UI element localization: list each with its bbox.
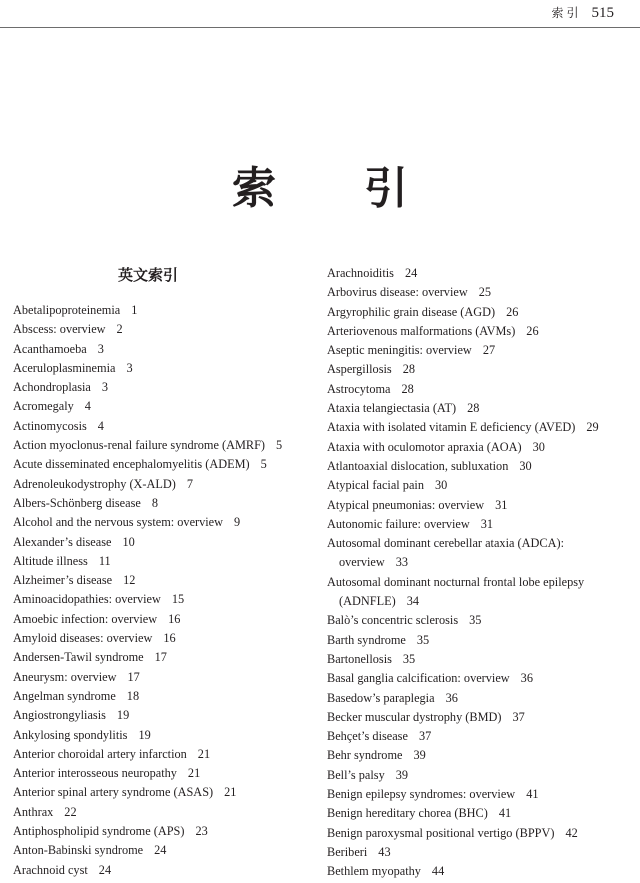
index-entry — [327, 515, 627, 534]
entry-page: 2 — [116, 322, 123, 337]
entry-term: Autosomal dominant nocturnal frontal lobe epilepsy — [327, 574, 585, 589]
entry-page: 24 — [404, 266, 418, 280]
entry-page: 7 — [186, 476, 194, 491]
index-entry — [13, 455, 313, 474]
entry-term: Beriberi — [327, 844, 368, 859]
entry-term: Aceruloplasminemia — [13, 360, 116, 375]
index-entry — [13, 764, 313, 783]
entry-term: Bethlem myopathy — [327, 864, 421, 879]
index-entry — [13, 397, 313, 416]
index-entry — [327, 631, 627, 650]
entry-term: Benign epilepsy syndromes: overview — [327, 787, 516, 802]
entry-term: Argyrophilic grain disease (AGD) — [327, 304, 496, 319]
entry-page: 30 — [434, 478, 448, 493]
index-entry — [13, 841, 313, 860]
entry-page: 35 — [469, 613, 482, 628]
index-entry — [327, 360, 627, 379]
entry-term: Abetalipoproteinemia — [13, 303, 121, 317]
index-entry — [13, 494, 313, 513]
entry-page: 16 — [168, 611, 181, 626]
entry-page: 18 — [126, 688, 140, 703]
index-entry — [327, 843, 627, 862]
entry-page: 4 — [84, 399, 91, 414]
index-entry — [327, 708, 627, 727]
index-entry — [327, 824, 627, 843]
index-entry — [13, 648, 313, 667]
entry-term: Acromegaly — [13, 399, 74, 414]
index-entry — [13, 629, 313, 648]
entry-term: Bartonellosis — [327, 651, 392, 666]
entry-page: 36 — [520, 671, 533, 686]
entry-page: 8 — [151, 495, 158, 510]
entry-page: 28 — [402, 362, 415, 377]
entry-term: Altitude illness — [13, 553, 88, 568]
entry-term-continued: (ADNFLE) — [339, 594, 396, 609]
index-entry — [327, 380, 627, 399]
entry-term: Angiostrongyliasis — [13, 708, 106, 723]
index-entry — [327, 862, 627, 881]
index-entry — [327, 496, 627, 515]
entry-term: Benign hereditary chorea (BHC) — [327, 806, 488, 821]
entry-page: 10 — [122, 534, 135, 549]
entry-page: 30 — [519, 458, 532, 473]
entry-page: 26 — [526, 323, 539, 338]
entry-page: 36 — [445, 690, 458, 705]
index-entry — [13, 590, 313, 609]
entry-term: Arbovirus disease: overview — [327, 285, 468, 300]
index-entry — [327, 457, 627, 476]
entry-term: Arachnoid cyst — [13, 862, 88, 877]
index-entry — [327, 746, 627, 765]
entry-page: 17 — [127, 669, 140, 684]
entry-term: Ankylosing spondylitis — [13, 727, 128, 742]
entry-term: Becker muscular dystrophy (BMD) — [327, 709, 502, 724]
entry-term: Behçet’s disease — [327, 729, 408, 744]
entry-page: 9 — [234, 515, 241, 530]
entry-term: Acanthamoeba — [13, 341, 87, 356]
index-entry-continuation — [327, 553, 627, 572]
entry-page: 22 — [64, 804, 77, 819]
entry-page: 39 — [395, 767, 409, 782]
section-heading: 英文索引 — [118, 266, 179, 284]
index-entry — [13, 668, 313, 687]
entry-term: Arteriovenous malformations (AVMs) — [327, 323, 516, 338]
entry-term: Anterior interosseous neuropathy — [13, 766, 177, 781]
index-entry — [13, 301, 313, 320]
entry-term: Anton-Babinski syndrome — [13, 843, 144, 858]
entry-page: 16 — [163, 631, 176, 646]
entry-term-continued: overview — [339, 555, 385, 570]
entry-page: 23 — [195, 824, 208, 839]
index-entry — [327, 650, 627, 669]
index-entry — [13, 822, 313, 841]
entry-page: 31 — [495, 497, 508, 512]
index-entry — [13, 320, 313, 339]
title-char-2: 引 — [364, 163, 408, 214]
entry-term: Albers-Schönberg disease — [13, 495, 141, 510]
entry-term: Bell’s palsy — [327, 767, 385, 782]
entry-page: 5 — [276, 438, 283, 453]
index-column-left — [13, 301, 313, 880]
entry-term: Ataxia telangiectasia (AT) — [327, 401, 457, 416]
entry-term: Ataxia with isolated vitamin E deficiency (AVED) — [327, 420, 576, 435]
entry-page: 11 — [98, 553, 111, 568]
entry-term: Atypical pneumonias: overview — [327, 497, 485, 512]
entry-page: 21 — [187, 766, 201, 781]
entry-term: Acute disseminated encephalomyelitis (ADEM) — [13, 457, 250, 472]
index-entry — [13, 571, 313, 590]
entry-page: 37 — [418, 729, 432, 744]
entry-term: Antiphospholipid syndrome (APS) — [13, 824, 185, 839]
entry-page: 4 — [97, 418, 104, 433]
entry-page: 39 — [413, 748, 426, 763]
header-section: 索引 — [551, 6, 582, 20]
entry-term: Amyloid diseases: overview — [13, 631, 153, 646]
entry-page: 41 — [498, 806, 512, 821]
index-entry — [327, 669, 627, 688]
entry-term: Autosomal dominant cerebellar ataxia (ADCA): — [327, 536, 564, 551]
entry-page: 30 — [532, 439, 545, 454]
index-entry — [327, 689, 627, 708]
index-entry — [327, 418, 627, 437]
entry-page: 37 — [512, 709, 525, 724]
index-entry — [327, 283, 627, 302]
index-entry — [327, 804, 627, 823]
page-number: 515 — [591, 5, 614, 21]
entry-term: Andersen-Tawil syndrome — [13, 650, 144, 665]
index-entry — [13, 436, 313, 455]
index-entry — [327, 438, 627, 457]
index-entry — [327, 341, 627, 360]
entry-page: 28 — [467, 401, 480, 416]
entry-page: 25 — [478, 285, 491, 300]
entry-term: Alexander’s disease — [13, 534, 112, 549]
entry-page: 21 — [197, 746, 211, 761]
index-entry — [13, 359, 313, 378]
entry-term: Amoebic infection: overview — [13, 611, 158, 626]
entry-page: 27 — [482, 343, 496, 358]
index-entry — [327, 264, 627, 283]
index-entry — [327, 322, 627, 341]
entry-term: Atlantoaxial dislocation, subluxation — [327, 458, 509, 473]
index-entry — [13, 610, 313, 629]
entry-term: Adrenoleukodystrophy (X-ALD) — [13, 476, 176, 491]
index-entry — [13, 803, 313, 822]
index-entry — [327, 303, 627, 322]
entry-term: Anterior spinal artery syndrome (ASAS) — [13, 785, 214, 800]
entry-term: Arachnoiditis — [327, 266, 394, 280]
index-entry — [327, 399, 627, 418]
entry-term: Aseptic meningitis: overview — [327, 343, 472, 358]
entry-term: Actinomycosis — [13, 418, 87, 433]
entry-page: 43 — [378, 844, 391, 859]
index-entry — [327, 727, 627, 746]
index-entry — [13, 783, 313, 802]
entry-term: Aminoacidopathies: overview — [13, 592, 161, 607]
index-entry — [13, 726, 313, 745]
entry-page: 19 — [138, 727, 151, 742]
entry-term: Abscess: overview — [13, 322, 106, 337]
entry-term: Balò’s concentric sclerosis — [327, 613, 459, 628]
entry-term: Alzheimer’s disease — [13, 573, 113, 588]
index-entry-continuation — [327, 592, 627, 611]
index-column-right — [327, 264, 627, 882]
entry-page: 24 — [154, 843, 167, 858]
index-entry — [13, 533, 313, 552]
entry-term: Barth syndrome — [327, 632, 406, 647]
index-entry — [13, 513, 313, 532]
header-rule — [0, 27, 640, 28]
entry-page: 28 — [401, 381, 414, 396]
entry-term: Action myoclonus-renal failure syndrome (AMRF) — [13, 438, 266, 453]
page-title — [0, 152, 640, 216]
entry-term: Behr syndrome — [327, 748, 403, 763]
index-entry — [13, 475, 313, 494]
entry-page: 33 — [395, 555, 409, 570]
entry-page: 41 — [526, 787, 539, 802]
entry-term: Alcohol and the nervous system: overview — [13, 515, 224, 530]
index-entry — [327, 534, 627, 553]
entry-term: Achondroplasia — [13, 380, 91, 395]
index-entry — [327, 573, 627, 592]
index-entry — [327, 766, 627, 785]
index-entry — [13, 687, 313, 706]
entry-page: 17 — [154, 650, 167, 665]
entry-term: Basedow’s paraplegia — [327, 690, 435, 705]
entry-page: 44 — [431, 864, 445, 879]
index-entry — [13, 745, 313, 764]
entry-term: Atypical facial pain — [327, 478, 424, 493]
entry-page: 35 — [402, 651, 416, 666]
index-entry — [327, 785, 627, 804]
entry-term: Basal ganglia calcification: overview — [327, 671, 510, 686]
entry-term: Aneurysm: overview — [13, 669, 117, 684]
index-entry — [13, 706, 313, 725]
index-entry — [327, 611, 627, 630]
entry-page: 24 — [98, 862, 112, 877]
entry-term: Ataxia with oculomotor apraxia (AOA) — [327, 439, 522, 454]
entry-page: 31 — [480, 516, 494, 531]
entry-term: Angelman syndrome — [13, 688, 116, 703]
entry-page: 26 — [506, 304, 519, 319]
index-entry — [13, 417, 313, 436]
entry-page: 29 — [586, 420, 599, 435]
index-entry — [327, 476, 627, 495]
entry-page: 21 — [224, 785, 237, 800]
entry-page: 1 — [131, 303, 138, 317]
entry-page: 3 — [126, 360, 133, 375]
index-entry — [13, 378, 313, 397]
entry-page: 35 — [416, 632, 430, 647]
index-entry — [13, 861, 313, 880]
index-entry — [13, 552, 313, 571]
entry-page: 5 — [260, 457, 267, 472]
entry-page: 34 — [406, 594, 419, 609]
entry-term: Anterior choroidal artery infarction — [13, 746, 187, 761]
entry-page: 12 — [123, 573, 136, 588]
title-char-1: 索 — [232, 163, 276, 214]
entry-page: 3 — [101, 380, 109, 395]
entry-term: Benign paroxysmal positional vertigo (BPPV) — [327, 825, 555, 840]
entry-page: 15 — [171, 592, 185, 607]
entry-term: Aspergillosis — [327, 362, 392, 377]
entry-page: 3 — [97, 341, 104, 356]
entry-term: Anthrax — [13, 804, 54, 819]
entry-page: 19 — [116, 708, 130, 723]
index-entry — [13, 340, 313, 359]
entry-term: Astrocytoma — [327, 381, 391, 396]
entry-term: Autonomic failure: overview — [327, 516, 470, 531]
entry-page: 42 — [565, 825, 578, 840]
running-header — [551, 4, 614, 22]
